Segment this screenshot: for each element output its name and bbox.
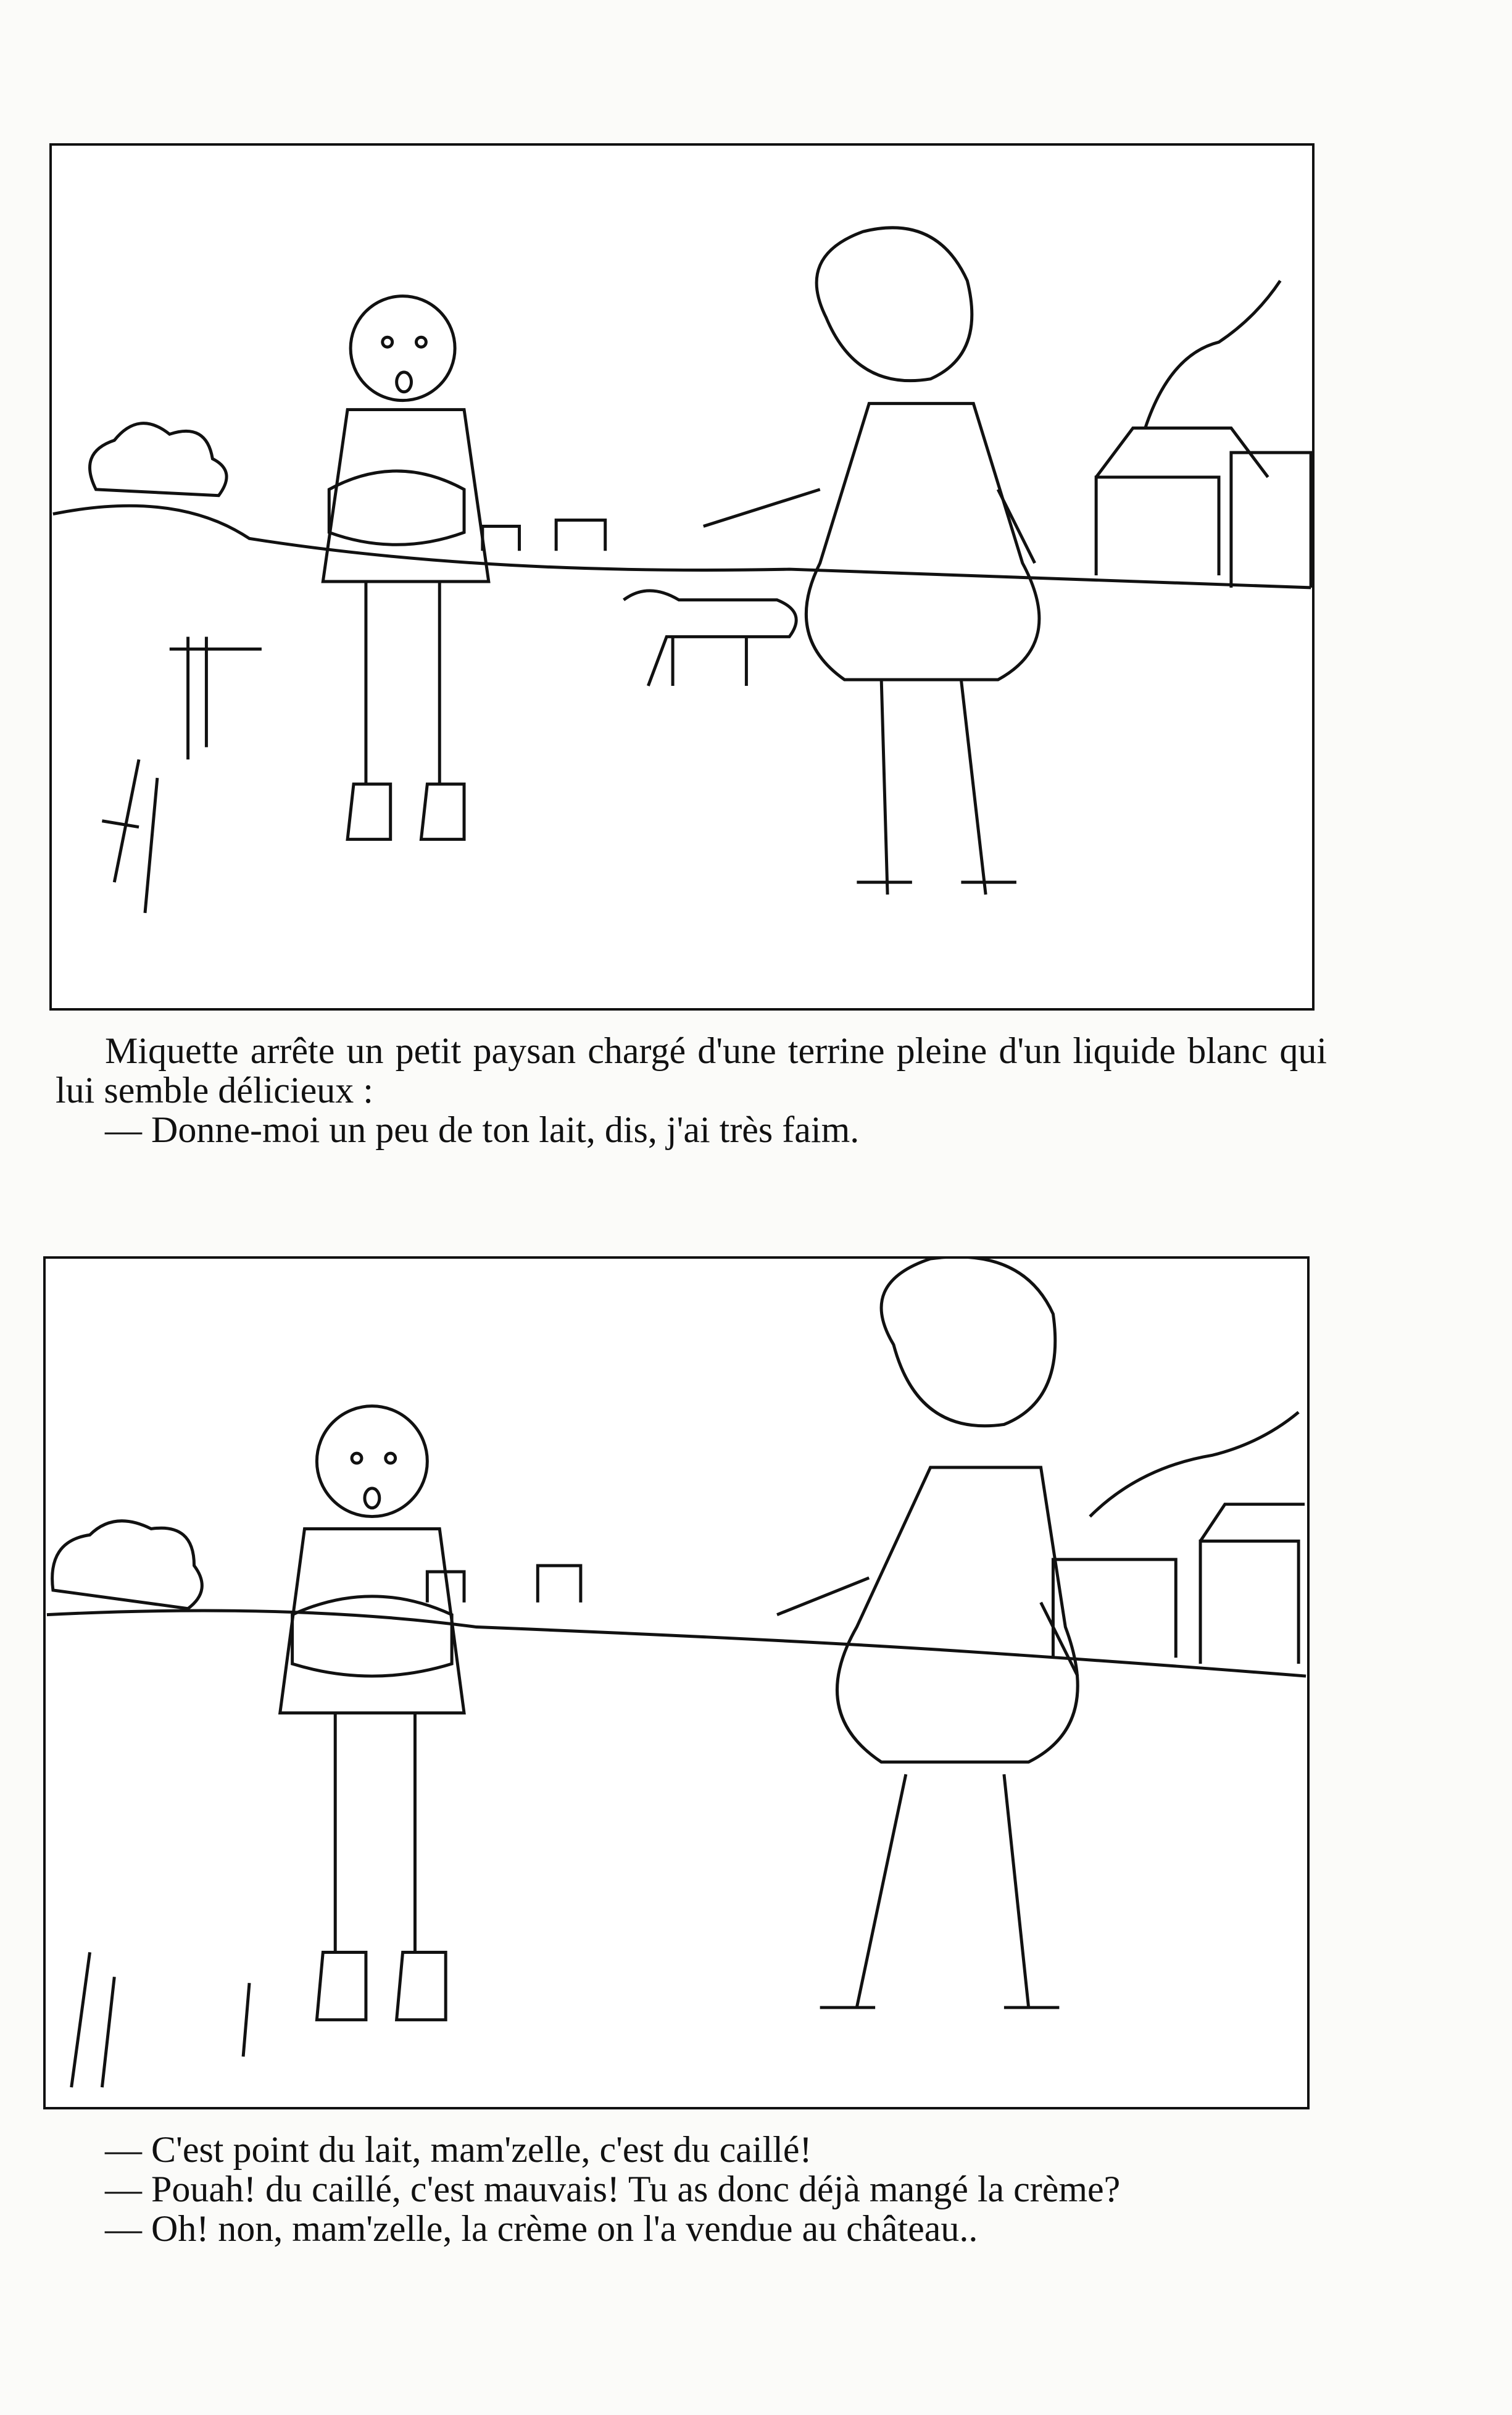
tree-icon [89, 423, 226, 496]
illustration-scene-1 [52, 146, 1312, 1008]
dog-icon [624, 591, 797, 686]
village-icon [483, 520, 605, 551]
caption-line: — Donne-moi un peu de ton lait, dis, j'ai très faim. [105, 1109, 860, 1150]
fence-icon [170, 636, 262, 759]
village-icon [427, 1566, 581, 1603]
boy-figure [323, 296, 488, 840]
boy-figure [280, 1406, 464, 2020]
caption-line: — Pouah! du caillé, c'est mauvais! Tu as donc déjà mangé la crème? [105, 2169, 1121, 2209]
illustration-panel-2 [43, 1256, 1310, 2109]
caption-line: — Oh! non, mam'zelle, la crème on l'a vendue au château.. [105, 2208, 978, 2249]
caption-line: Miquette arrête un petit paysan chargé d'une terrine pleine d'un liquide blanc qui lui semble délicieux : [56, 1030, 1327, 1111]
chimney-smoke [1090, 1412, 1298, 1517]
caption-line: — C'est point du lait, mam'zelle, c'est du caillé! [105, 2129, 812, 2170]
caption-panel-2 [56, 2130, 1327, 2248]
hill-line [47, 1611, 1306, 1676]
caption-panel-1 [56, 1031, 1327, 1149]
grass-strokes [72, 1952, 249, 2087]
illustration-scene-2 [46, 1259, 1307, 2107]
chimney-smoke [1145, 281, 1281, 428]
house-icon [1096, 428, 1311, 588]
grass-strokes [102, 759, 157, 913]
illustration-panel-1 [49, 143, 1315, 1011]
tree-icon [52, 1521, 202, 1609]
girl-figure [704, 228, 1039, 895]
house-icon [1053, 1504, 1305, 1664]
girl-figure [777, 1259, 1078, 2008]
hill-line [53, 506, 1311, 588]
